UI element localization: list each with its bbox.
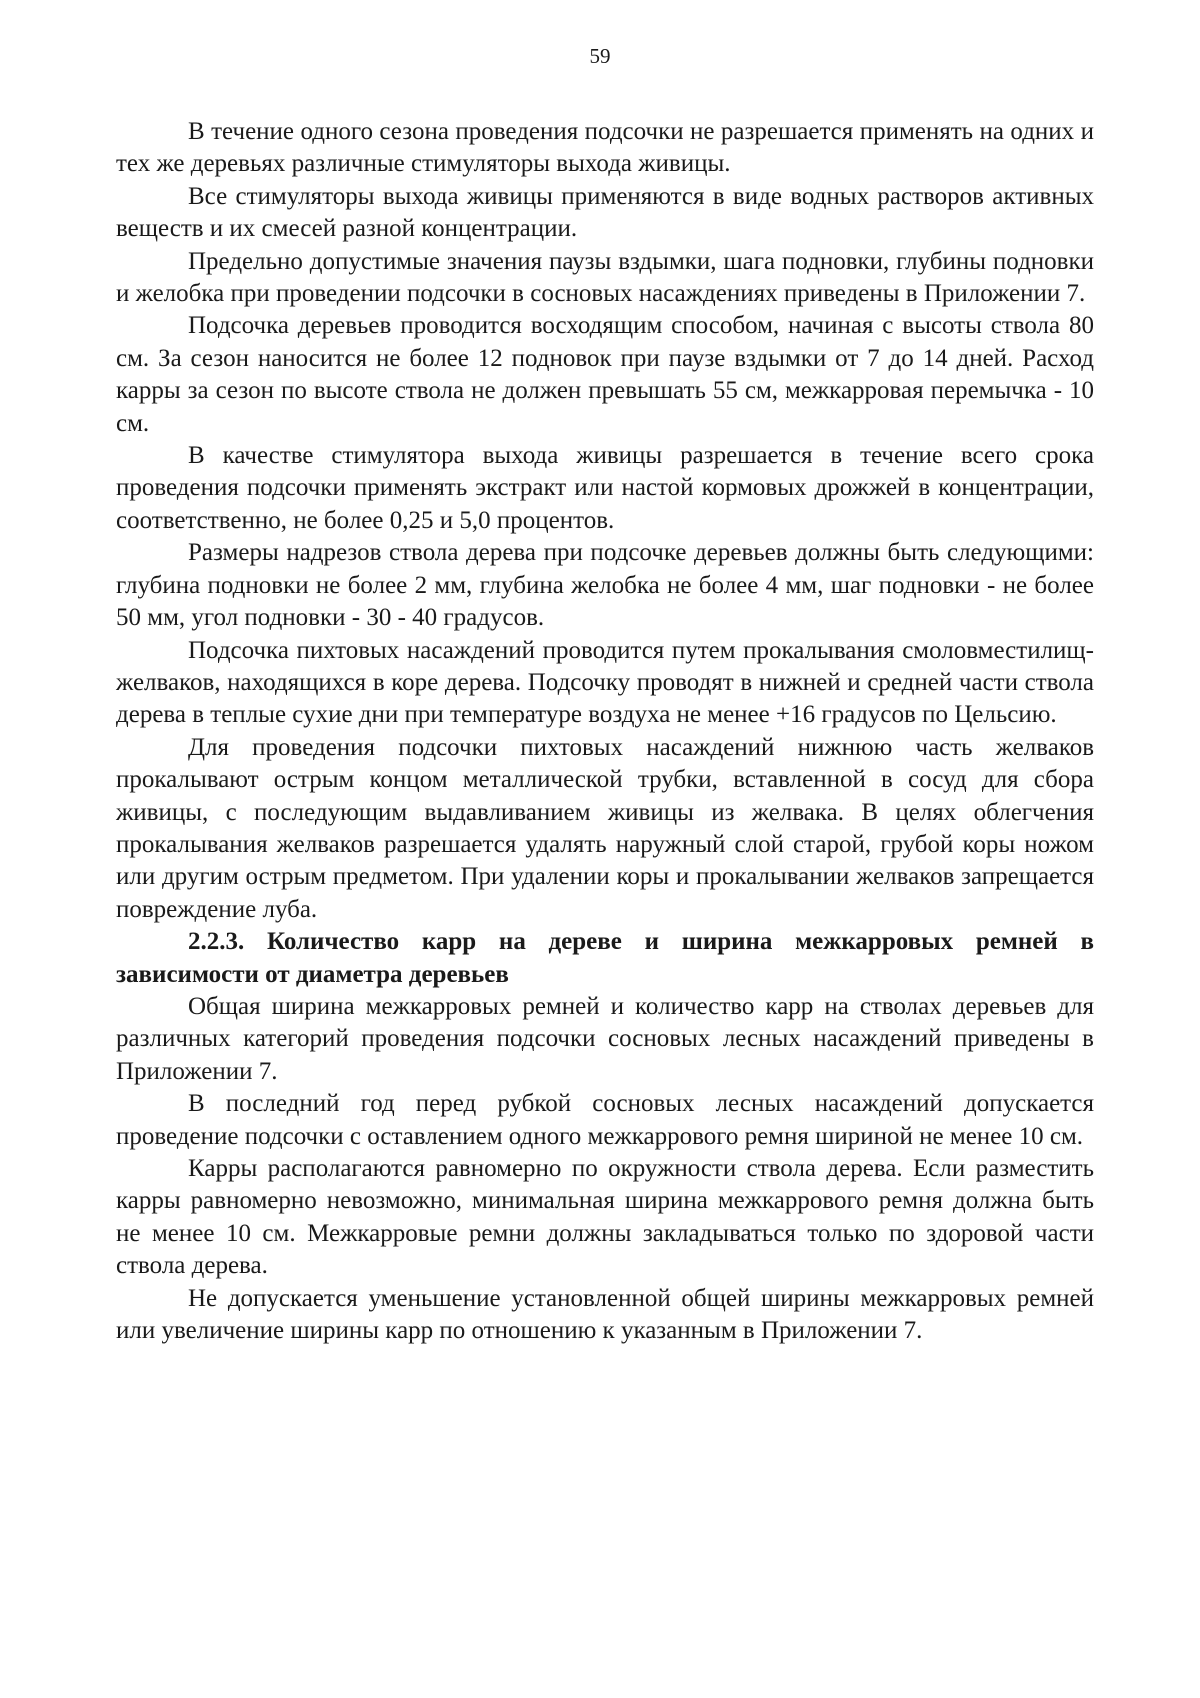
paragraph-last-year: В последний год перед рубкой сосновых лесных насаждений допускается проведение подсочки с оставлением одного межкаррового ремня шириной не менее 10 см.	[116, 1090, 1094, 1150]
page-number: 59	[589, 44, 611, 68]
paragraph-no-reduction: Не допускается уменьшение установленной общей ширины межкарровых ремней или увеличение ширины карр по отношению к указанным в Приложении 7.	[116, 1284, 1094, 1345]
paragraph-total-width: Общая ширина межкарровых ремней и количество карр на стволах деревьев для различных категорий проведения подсочки сосновых лесных насаждений приведены в Приложении 7.	[116, 992, 1094, 1085]
section-heading: 2.2.3. Количество карр на дереве и ширина межкарровых ремней в зависимости от диаметра деревьев	[116, 928, 1094, 988]
paragraph-ascending-method: Подсочка деревьев проводится восходящим способом, начиная с высоты ствола 80 см. За сезон наносится не более 12 подновок при паузе вздымки от 7 до 14 дней. Расход карры за сезон по высоте ствола не должен превышать 55 см, межкарровая перемычка - 10 см.	[116, 312, 1094, 437]
paragraph-aqueous-solutions: Все стимуляторы выхода живицы применяются в виде водных растворов активных веществ и их смесей разной концентрации.	[116, 182, 1094, 243]
paragraph-yeast-extract: В качестве стимулятора выхода живицы разрешается в течение всего срока проведения подсочки применять экстракт или настой кормовых дрожжей в концентрации, соответственно, не более 0,25 и 5,0 процентов.	[116, 442, 1094, 534]
paragraph-cut-dimensions: Размеры надрезов ствола дерева при подсочке деревьев должны быть следующими: глубина подновки не более 2 мм, глубина желобка не более 4 мм, шаг подновки - не более 50 мм, угол подновки - 30 - 40 градусов.	[116, 539, 1094, 632]
paragraph-fir-procedure: Для проведения подсочки пихтовых насаждений нижнюю часть желваков прокалывают острым концом металлической трубки, вставленной в сосуд для сбора живицы, с последующим выдавливанием живицы из желвака. В целях облегчения прокалывания желваков разрешается удалять наружный слой старой, грубой коры ножом или другим острым предметом. При удалении коры и прокалывании желваков запрещается повреждение луба.	[116, 733, 1094, 923]
paragraph-even-placement: Карры располагаются равномерно по окружности ствола дерева. Если разместить карры равномерно невозможно, минимальная ширина межкаррового ремня должна быть не менее 10 см. Межкарровые ремни должны закладываться только по здоровой части ствола дерева.	[116, 1155, 1094, 1280]
paragraph-fir-tapping: Подсочка пихтовых насаждений проводится путем прокалывания смоловместилищ-желваков, находящихся в коре дерева. Подсочку проводят в нижней и средней части ствола дерева в теплые сухие дни при температуре воздуха не менее +16 градусов по Цельсию.	[116, 636, 1094, 729]
paragraph-stimulator-restriction: В течение одного сезона проведения подсочки не разрешается применять на одних и тех же деревьях различные стимуляторы выхода живицы.	[116, 118, 1094, 178]
paragraph-limit-values: Предельно допустимые значения паузы вздымки, шага подновки, глубины подновки и желобка при проведении подсочки в сосновых насаждениях приведены в Приложении 7.	[116, 247, 1094, 308]
document-body	[116, 116, 1094, 1347]
